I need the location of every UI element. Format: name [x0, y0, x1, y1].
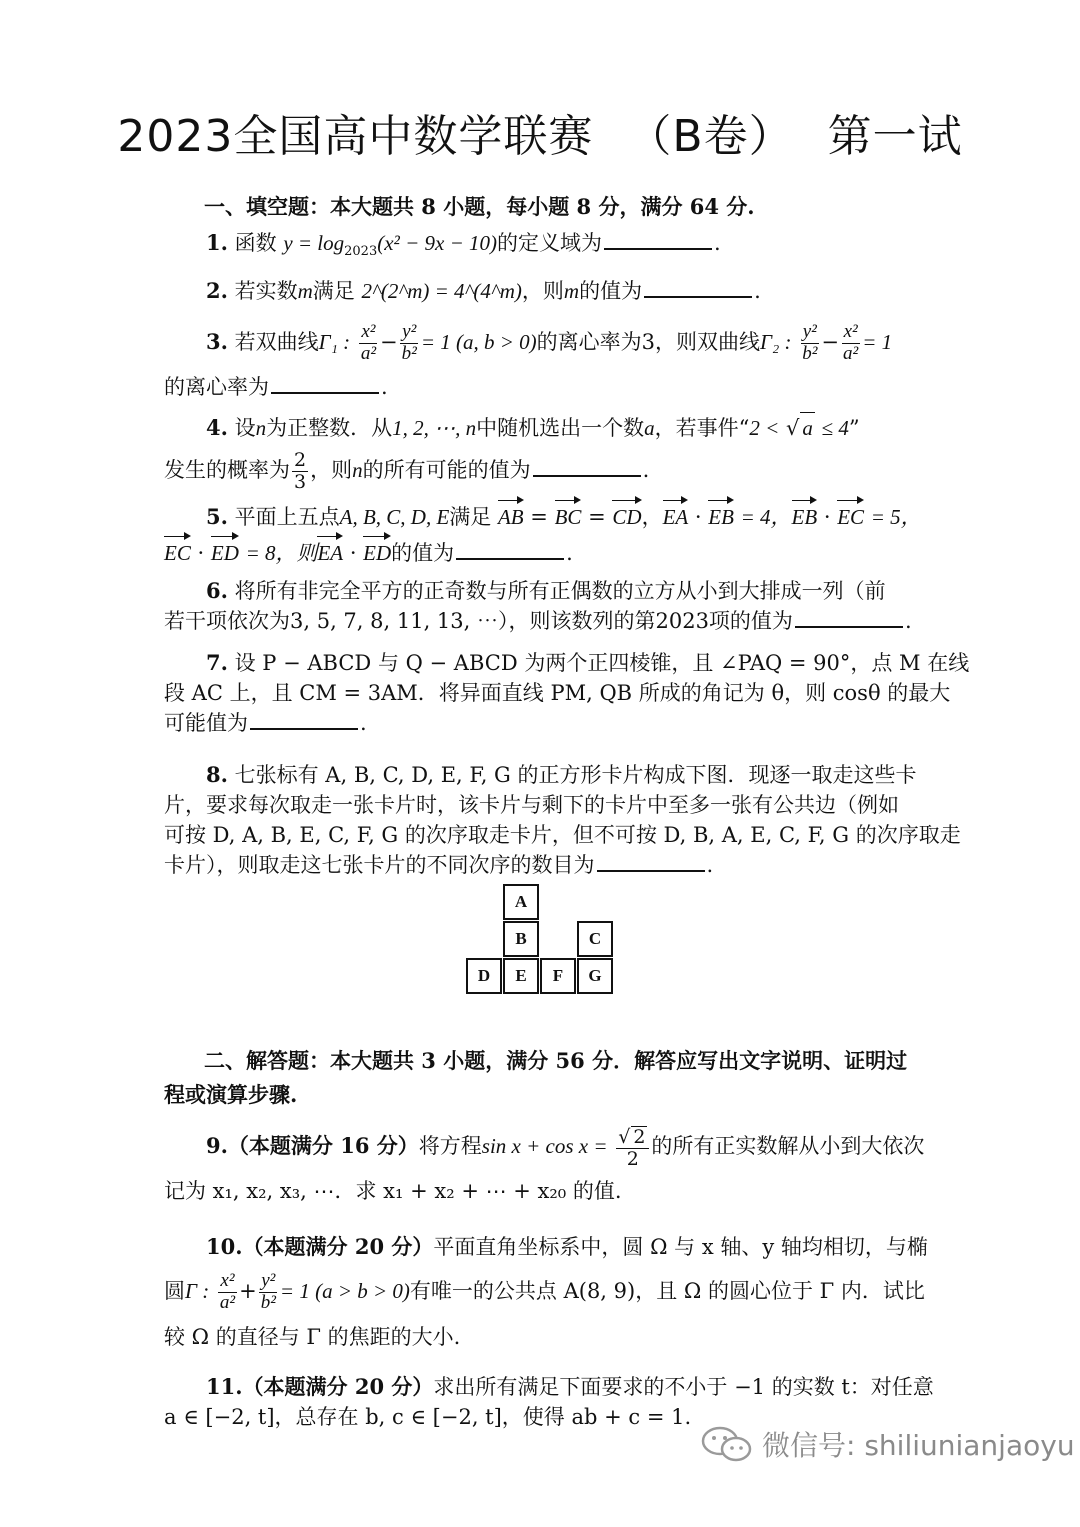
question-10: 10.（本题满分 20 分）平面直角坐标系中，圆 Ω 与 x 轴、y 轴均相切，与椭 [206, 1234, 928, 1259]
question-8-line4: 卡片），则取走这七张卡片的不同次序的数目为 . [164, 850, 713, 880]
card-g: G [577, 958, 613, 994]
question-4: 4. 设n为正整数．从1, 2, ⋯, n中随机选出一个数a，若事件“2 < √ a ≤ 4” [206, 412, 860, 443]
answer-blank [795, 606, 903, 628]
question-2: 2. 若实数m满足 2^(2^m) = 4^(4^m)，则m的值为 . [206, 278, 761, 303]
section2-heading-line2: 程或演算步骤. [164, 1082, 298, 1107]
card-a: A [503, 884, 539, 920]
answer-blank [644, 276, 752, 298]
question-11: 11.（本题满分 20 分）求出所有满足下面要求的不小于 −1 的实数 t：对任意 [206, 1374, 934, 1399]
section2-heading: 二、解答题：本大题共 3 小题，满分 56 分．解答应写出文字说明、证明过 [204, 1048, 908, 1073]
answer-blank [533, 455, 641, 477]
answer-blank [456, 538, 564, 560]
answer-blank [604, 228, 712, 250]
question-8-line2: 片，要求每次取走一张卡片时，该卡片与剩下的卡片中至多一张有公共边（例如 [164, 793, 899, 817]
answer-blank [250, 708, 358, 730]
question-7: 7. 设 P − ABCD 与 Q − ABCD 为两个正四棱锥，且 ∠PAQ = 90°，点 M 在线 [206, 650, 970, 675]
question-3-line2: 的离心率为 . [164, 372, 388, 402]
question-10-line3: 较 Ω 的直径与 Γ 的焦距的大小. [164, 1325, 461, 1349]
answer-blank [597, 850, 705, 872]
card-c: C [577, 921, 613, 957]
question-11-line2: a ∈ [−2, t]，总存在 b, c ∈ [−2, t]，使得 ab + c = 1. [164, 1405, 692, 1429]
card-e: E [503, 958, 539, 994]
title-volume: （B卷） [627, 111, 794, 162]
wechat-watermark [700, 1424, 1075, 1464]
question-7-line3: 可能值为 . [164, 708, 367, 738]
question-8: 8. 七张标有 A, B, C, D, E, F, G 的正方形卡片构成下图．现逐一取走这些卡 [206, 762, 917, 787]
card-d: D [466, 958, 502, 994]
question-8-line3: 可按 D, A, B, E, C, F, G 的次序取走卡片，但不可按 D, B, A, E, C, F, G 的次序取走 [164, 823, 961, 847]
page-title [0, 100, 1080, 164]
question-6-line2: 若干项依次为3, 5, 7, 8, 11, 13, ⋯），则该数列的第2023项的值为 . [164, 606, 912, 636]
question-1: 1. 函数 $y = \log_{2023}(x^2 - 9x - 10)$的定义域为 . [206, 230, 721, 260]
question-5: 5. 平面上五点A, B, C, D, E满足 AB = BC = CD，EA · EB = 4，EB · EC = 5， [206, 502, 922, 532]
section1-heading: 一、填空题：本大题共 8 小题，每小题 8 分，满分 64 分. [204, 194, 755, 219]
title-main: 2023全国高中数学联赛 [117, 111, 594, 162]
title-round: 第一试 [827, 111, 963, 162]
question-6: 6. 将所有非完全平方的正奇数与所有正偶数的立方从小到大排成一列（前 [206, 578, 886, 603]
question-10-line2: 圆Γ : $\frac{\text{x²}}{\text{a²}}$ + $\frac{\text{y²}}{\text{b²}}$ = 1 (a > b > 0)有唯一的公共点 A(8, 9)，且 Ω 的圆心位于 Γ 内．试比 [164, 1270, 925, 1313]
question-5-line2: EC · ED = 8，则EA · ED的值为 . [164, 538, 573, 568]
question-9: 9.（本题满分 16 分）将方程sin x + cos x = $\frac{√ 2}{2}$ 的所有正实数解从小到大依次 [206, 1125, 925, 1170]
wechat-icon [700, 1424, 754, 1464]
watermark-text: 微信号: shiliunianjaoyu [762, 1429, 1075, 1462]
question-7-line2: 段 AC 上，且 CM = 3AM．将异面直线 PM, QB 所成的角记为 θ，则 cosθ 的最大 [164, 681, 951, 705]
card-f: F [540, 958, 576, 994]
question-9-line2: 记为 x₁, x₂, x₃, ⋯．求 x₁ + x₂ + ⋯ + x₂₀ 的值. [164, 1179, 622, 1203]
question-3: 3. 若双曲线Γ₁ : $\frac{\text{x²}}{\text{a²}}$ − $\frac{\text{y²}}{\text{b²}}$ = 1 (a, b > 0)的离心率为3，则双曲线Γ₂ : $\frac{\text{y²}}{\text{b²}}$ − $\frac{\text{x²}}{\text{a²}}$ = 1 [206, 321, 893, 364]
question-4-line2: 发生的概率为 $\frac{2}{3}$ ，则n的所有可能的值为 . [164, 449, 650, 493]
answer-blank [271, 372, 379, 394]
card-b: B [503, 921, 539, 957]
card-figure [466, 884, 616, 996]
